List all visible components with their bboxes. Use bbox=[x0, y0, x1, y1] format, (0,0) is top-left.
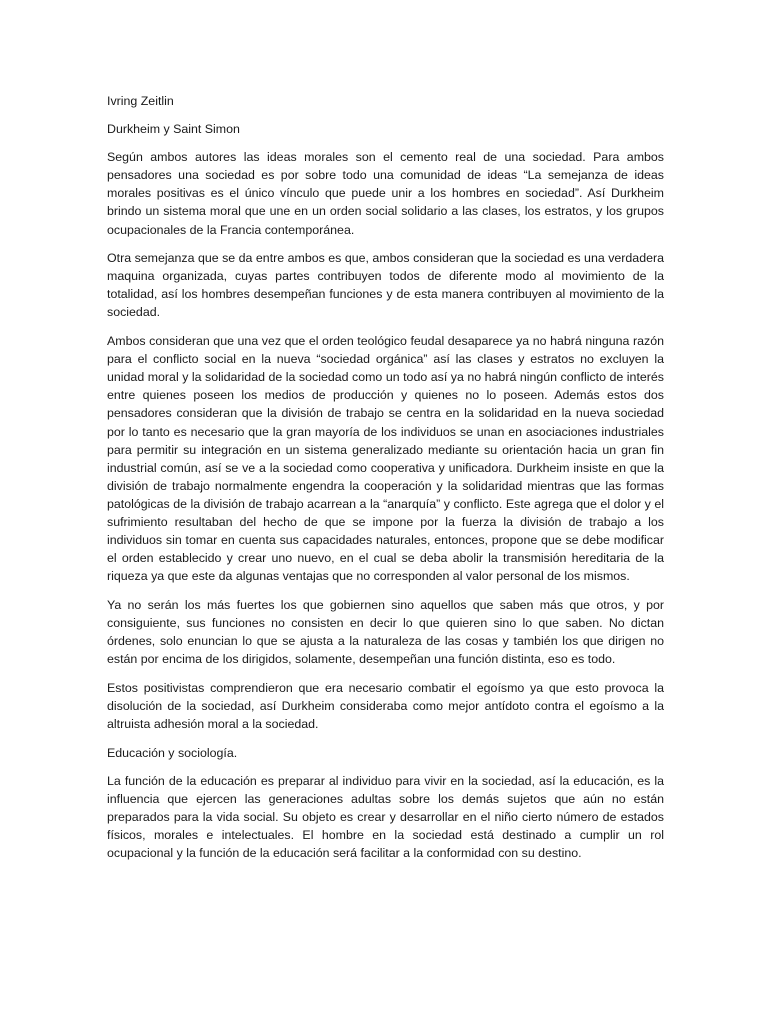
paragraph: Según ambos autores las ideas morales son el cemento real de una sociedad. Para ambos pensadores una sociedad es por sobre todo una comunidad de ideas “La semejanza de ideas morales positivas es el único vínculo que puede unir a los hombres en sociedad”. Así Durkheim brindo un sistema moral que une en un orden social solidario a las clases, los estratos, y los grupos ocupacionales de la Francia contemporánea. bbox=[107, 150, 664, 237]
paragraph: Ya no serán los más fuertes los que gobiernen sino aquellos que saben más que otros, y por consiguiente, sus funciones no consisten en decir lo que quieren sino lo que saben. No dictan órdenes, solo enuncian lo que se ajusta a la naturaleza de las cosas y también los que dirigen no están por encima de los dirigidos, solamente, desempeñan una función distinta, eso es todo. bbox=[107, 597, 664, 667]
paragraph: Otra semejanza que se da entre ambos es que, ambos consideran que la sociedad es una verdadera maquina organizada, cuyas partes contribuyen todos de diferente modo al movimiento de la totalidad, así los hombres desempeñan funciones y de esta manera contribuyen al movimiento de la sociedad. bbox=[107, 251, 664, 320]
section-title-educacion-sociologia: Educación y sociología. bbox=[107, 745, 238, 760]
paragraph: Ambos consideran que una vez que el orden teológico feudal desaparece ya no habrá ninguna razón para el conflicto social en la nueva “sociedad orgánica” así las clases y estratos no excluyen la unidad moral y la solidaridad de la sociedad como un todo así ya no habrá ningún conflicto de interés entre quienes poseen los medios de producción y quienes no lo poseen. Además estos dos pensadores consideran que la división de trabajo se centra en la solidaridad en la nueva sociedad por lo tanto es necesario que la gran mayoría de los individuos se unan en asociaciones industriales para permitir su integración en un sistema generalizado mediante su orientación hacia un gran fin industrial común, así se ve a la sociedad como cooperativa y unificadora. Durkheim insiste en que la división de trabajo normalmente engendra la cooperación y la solidaridad mientras que las formas patológicas de la división de trabajo acarrean a la “anarquía” y conflicto. Este agrega que el dolor y el sufrimiento resultaban del hecho de que se impone por la fuerza la división de trabajo a los individuos sin tomar en cuenta sus capacidades naturales, entonces, propone que se debe modificar el orden establecido y crear uno nuevo, en el cual se deba abolir la transmisión hereditaria de la riqueza ya que este da algunas ventajas que no corresponden al valor personal de los mismos. bbox=[107, 334, 664, 584]
section-title-durkheim-saint-simon: Durkheim y Saint Simon bbox=[107, 122, 240, 137]
paragraph: La función de la educación es preparar al individuo para vivir en la sociedad, así la educación, es la influencia que ejercen las generaciones adultas sobre los demás sujetos que aún no están preparados para la vida social. Su objeto es crear y desarrollar en el niño cierto número de estados físicos, morales e intelectuales. El hombre en la sociedad está destinado a cumplir un rol ocupacional y la función de la educación será facilitar a la conformidad con su destino. bbox=[107, 773, 664, 860]
author-name: Ivring Zeitlin bbox=[107, 94, 174, 108]
paragraph: Estos positivistas comprendieron que era necesario combatir el egoísmo ya que esto provoca la disolución de la sociedad, así Durkheim consideraba como mejor antídoto contra el egoísmo a la altruista adhesión moral a la sociedad. bbox=[107, 680, 664, 731]
